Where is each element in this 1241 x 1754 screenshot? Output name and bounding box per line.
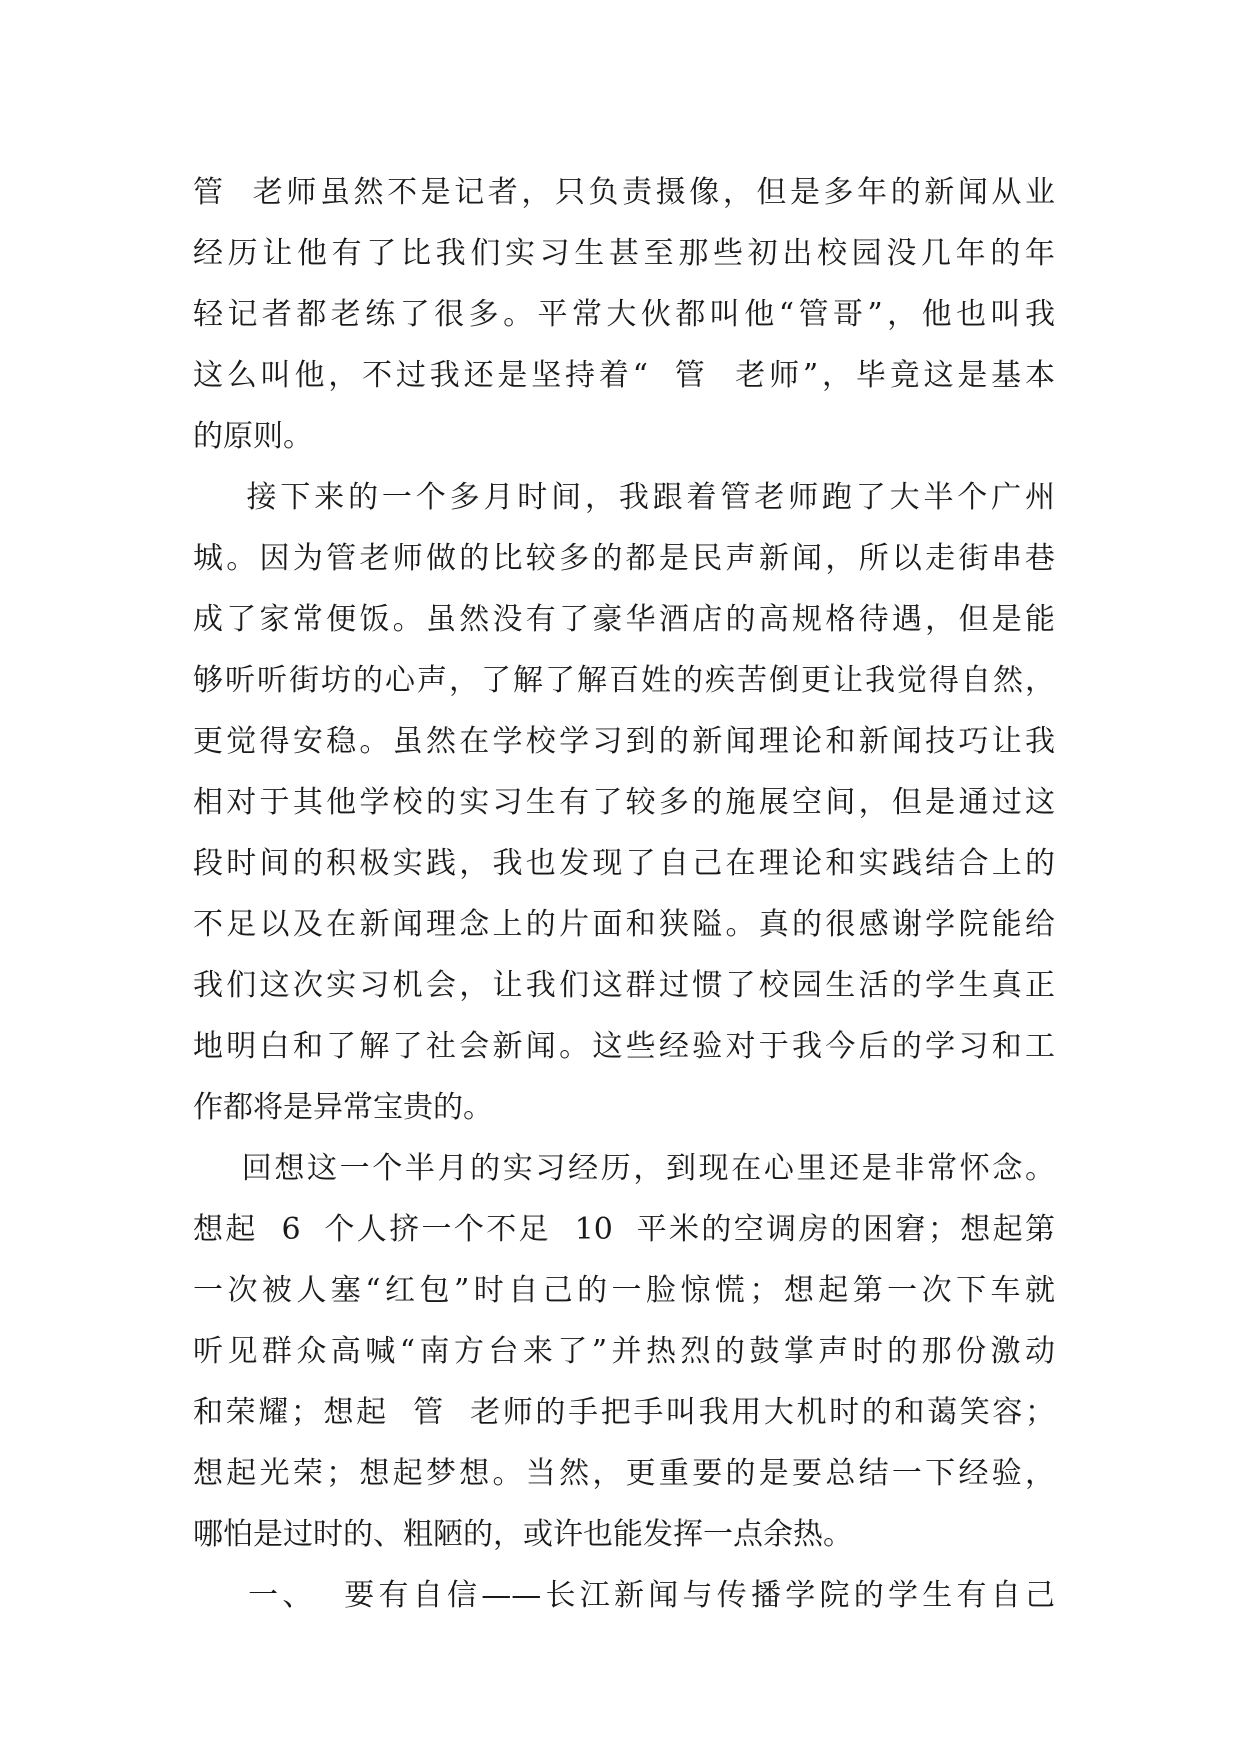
text-line: 想起光荣；想起梦想。当然，更重要的是要总结一下经验， [193, 1456, 1055, 1491]
text-line: 够听听街坊的心声，了解了解百姓的疾苦倒更让我觉得自然， [193, 663, 1055, 698]
text-line: 我们这次实习机会，让我们这群过惯了校园生活的学生真正 [193, 968, 1055, 1003]
text-line: 这么叫他，不过我还是坚持着“ 管 老师”，毕竟这是基本 [193, 358, 1055, 393]
text-line: 一、 要有自信——长江新闻与传播学院的学生有自己 [193, 1578, 1055, 1613]
text-line: 地明白和了解了社会新闻。这些经验对于我今后的学习和工 [193, 1029, 1055, 1064]
text-line: 的原则。 [193, 419, 313, 454]
text-line: 相对于其他学校的实习生有了较多的施展空间，但是通过这 [193, 785, 1055, 820]
text-line: 不足以及在新闻理念上的片面和狭隘。真的很感谢学院能给 [193, 907, 1055, 942]
text-line: 城。因为管老师做的比较多的都是民声新闻，所以走街串巷 [193, 541, 1055, 576]
text-line: 经历让他有了比我们实习生甚至那些初出校园没几年的年 [193, 236, 1055, 271]
text-line: 轻记者都老练了很多。平常大伙都叫他“管哥”，他也叫我 [193, 297, 1055, 332]
text-line: 回想这一个半月的实习经历，到现在心里还是非常怀念。 [193, 1151, 1055, 1186]
text-line: 段时间的积极实践，我也发现了自己在理论和实践结合上的 [193, 846, 1055, 881]
text-line: 哪怕是过时的、粗陋的，或许也能发挥一点余热。 [193, 1517, 853, 1552]
text-line: 听见群众高喊“南方台来了”并热烈的鼓掌声时的那份激动 [193, 1334, 1055, 1369]
text-line: 一次被人塞“红包”时自己的一脸惊慌；想起第一次下车就 [193, 1273, 1055, 1308]
text-line: 接下来的一个多月时间，我跟着管老师跑了大半个广州 [193, 480, 1055, 515]
text-line: 更觉得安稳。虽然在学校学习到的新闻理论和新闻技巧让我 [193, 724, 1055, 759]
text-line: 成了家常便饭。虽然没有了豪华酒店的高规格待遇，但是能 [193, 602, 1055, 637]
text-line: 和荣耀；想起 管 老师的手把手叫我用大机时的和蔼笑容； [193, 1395, 1055, 1430]
body-text [193, 162, 1055, 1626]
text-line: 想起 6 个人挤一个不足 10 平米的空调房的困窘；想起第 [193, 1212, 1055, 1247]
text-line: 管 老师虽然不是记者，只负责摄像，但是多年的新闻从业 [193, 175, 1055, 210]
text-line: 作都将是异常宝贵的。 [193, 1090, 493, 1125]
